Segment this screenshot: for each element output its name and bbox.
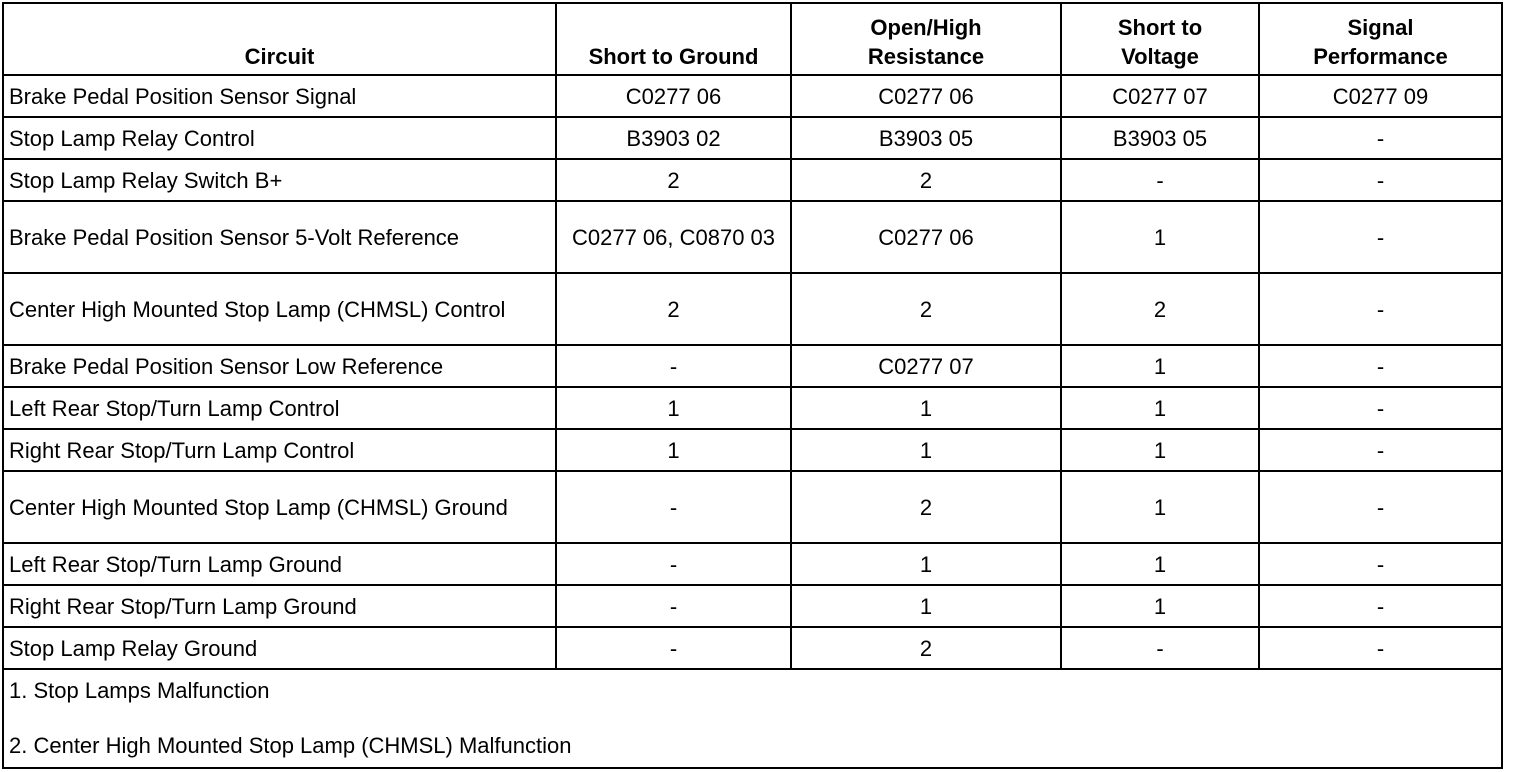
signal-performance-cell: -: [1259, 429, 1502, 471]
short-to-ground-cell: C0277 06, C0870 03: [556, 201, 791, 273]
short-to-ground-cell: 1: [556, 387, 791, 429]
short-to-voltage-cell: B3903 05: [1061, 117, 1259, 159]
short-to-ground-cell: 1: [556, 429, 791, 471]
short-to-voltage-cell: -: [1061, 159, 1259, 201]
open-high-resistance-cell: 2: [791, 273, 1061, 345]
table-row: [3, 471, 1502, 543]
circuit-fault-table: [2, 2, 1503, 769]
circuit-cell: Brake Pedal Position Sensor Low Reference: [3, 345, 556, 387]
signal-performance-cell: -: [1259, 627, 1502, 669]
open-high-resistance-cell: 2: [791, 627, 1061, 669]
note-2: 2. Center High Mounted Stop Lamp (CHMSL) Malfunction: [9, 733, 572, 758]
circuit-cell: Center High Mounted Stop Lamp (CHMSL) Control: [3, 273, 556, 345]
open-high-resistance-cell: C0277 07: [791, 345, 1061, 387]
circuit-cell: Stop Lamp Relay Ground: [3, 627, 556, 669]
table-row: [3, 273, 1502, 345]
table-row: [3, 159, 1502, 201]
table-row: [3, 345, 1502, 387]
short-to-ground-cell: C0277 06: [556, 75, 791, 117]
short-to-voltage-cell: 1: [1061, 471, 1259, 543]
short-to-ground-cell: -: [556, 471, 791, 543]
signal-performance-cell: -: [1259, 387, 1502, 429]
notes-row: [3, 669, 1502, 768]
table-row: [3, 543, 1502, 585]
open-high-resistance-cell: 1: [791, 543, 1061, 585]
short-to-voltage-cell: 2: [1061, 273, 1259, 345]
short-to-voltage-cell: 1: [1061, 429, 1259, 471]
signal-performance-cell: -: [1259, 471, 1502, 543]
circuit-cell: Stop Lamp Relay Switch B+: [3, 159, 556, 201]
notes-cell: [3, 669, 1502, 768]
signal-performance-cell: -: [1259, 585, 1502, 627]
table-row: [3, 585, 1502, 627]
short-to-ground-cell: -: [556, 543, 791, 585]
open-high-resistance-cell: 1: [791, 429, 1061, 471]
table-row: [3, 117, 1502, 159]
table-row: [3, 75, 1502, 117]
table-row: [3, 429, 1502, 471]
short-to-voltage-cell: 1: [1061, 387, 1259, 429]
short-to-voltage-cell: 1: [1061, 585, 1259, 627]
circuit-cell: Right Rear Stop/Turn Lamp Control: [3, 429, 556, 471]
circuit-cell: Stop Lamp Relay Control: [3, 117, 556, 159]
header-signal-performance: Signal Performance: [1259, 3, 1502, 75]
open-high-resistance-cell: 1: [791, 387, 1061, 429]
short-to-ground-cell: B3903 02: [556, 117, 791, 159]
short-to-voltage-cell: C0277 07: [1061, 75, 1259, 117]
note-1: 1. Stop Lamps Malfunction: [9, 678, 270, 703]
open-high-resistance-cell: B3903 05: [791, 117, 1061, 159]
circuit-cell: Left Rear Stop/Turn Lamp Ground: [3, 543, 556, 585]
table-row: [3, 387, 1502, 429]
table-row: [3, 201, 1502, 273]
short-to-voltage-cell: 1: [1061, 345, 1259, 387]
signal-performance-cell: -: [1259, 117, 1502, 159]
header-short-to-voltage: Short to Voltage: [1061, 3, 1259, 75]
short-to-ground-cell: 2: [556, 159, 791, 201]
header-circuit: Circuit: [3, 3, 556, 75]
open-high-resistance-cell: 2: [791, 471, 1061, 543]
short-to-voltage-cell: 1: [1061, 201, 1259, 273]
table-header-row: [3, 3, 1502, 75]
signal-performance-cell: -: [1259, 201, 1502, 273]
short-to-voltage-cell: -: [1061, 627, 1259, 669]
signal-performance-cell: C0277 09: [1259, 75, 1502, 117]
circuit-cell: Right Rear Stop/Turn Lamp Ground: [3, 585, 556, 627]
signal-performance-cell: -: [1259, 273, 1502, 345]
short-to-ground-cell: 2: [556, 273, 791, 345]
header-short-to-ground: Short to Ground: [556, 3, 791, 75]
short-to-ground-cell: -: [556, 627, 791, 669]
signal-performance-cell: -: [1259, 159, 1502, 201]
circuit-cell: Brake Pedal Position Sensor 5-Volt Reference: [3, 201, 556, 273]
header-open-high-resistance: Open/High Resistance: [791, 3, 1061, 75]
open-high-resistance-cell: 2: [791, 159, 1061, 201]
circuit-cell: Center High Mounted Stop Lamp (CHMSL) Ground: [3, 471, 556, 543]
open-high-resistance-cell: C0277 06: [791, 201, 1061, 273]
open-high-resistance-cell: C0277 06: [791, 75, 1061, 117]
table-row: [3, 627, 1502, 669]
signal-performance-cell: -: [1259, 345, 1502, 387]
open-high-resistance-cell: 1: [791, 585, 1061, 627]
short-to-voltage-cell: 1: [1061, 543, 1259, 585]
short-to-ground-cell: -: [556, 585, 791, 627]
circuit-cell: Brake Pedal Position Sensor Signal: [3, 75, 556, 117]
circuit-cell: Left Rear Stop/Turn Lamp Control: [3, 387, 556, 429]
short-to-ground-cell: -: [556, 345, 791, 387]
signal-performance-cell: -: [1259, 543, 1502, 585]
